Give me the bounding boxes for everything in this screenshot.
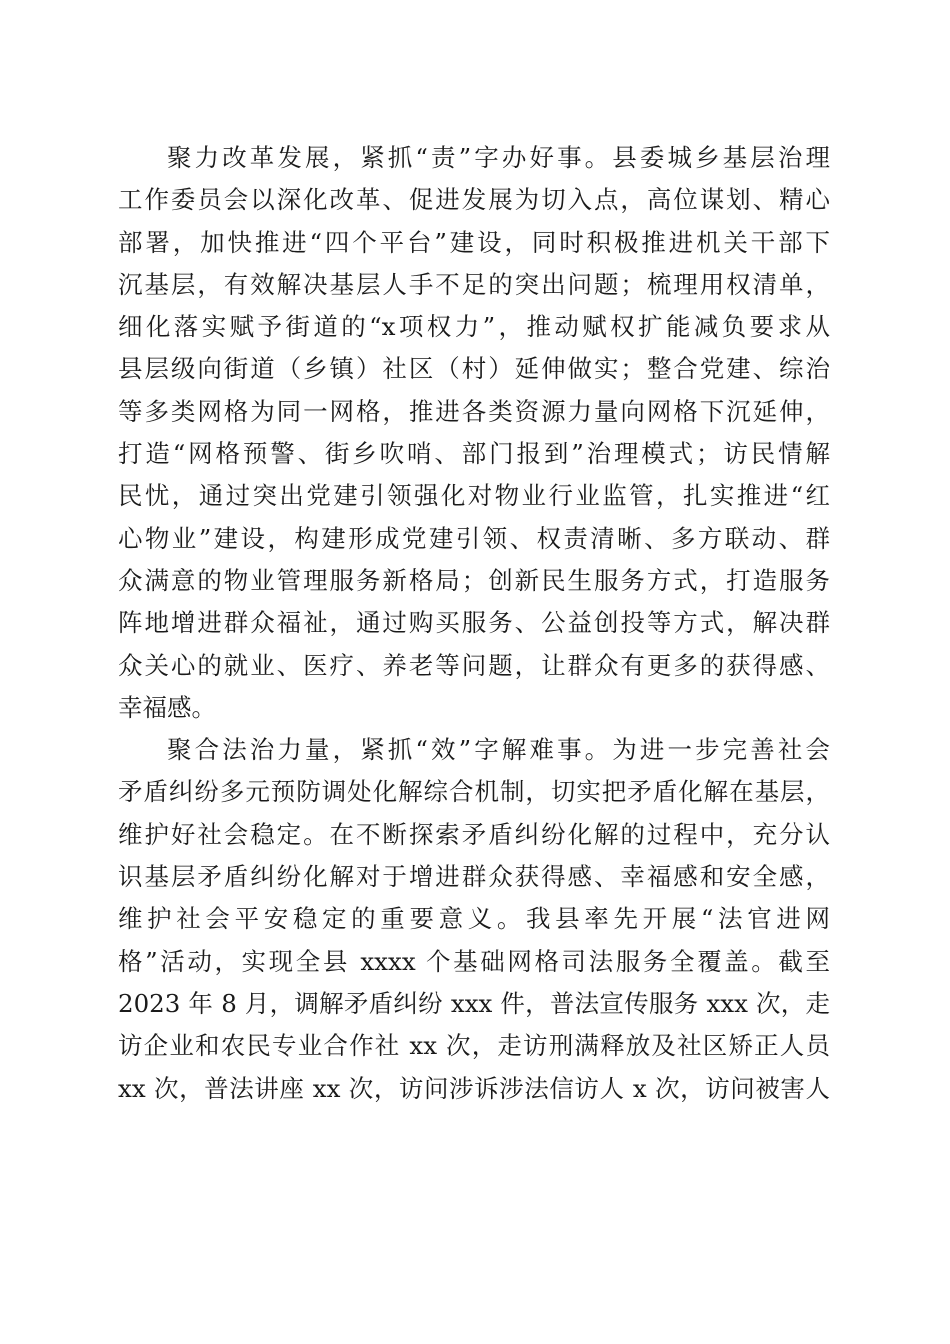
- paragraph-line: 县层级向街道（乡镇）社区（村）延伸做实；整合党建、综治: [118, 354, 830, 384]
- paragraph-line: 维护好社会稳定。在不断探索矛盾纠纷化解的过程中，充分认: [118, 819, 830, 849]
- paragraph-line: 等多类网格为同一网格，推进各类资源力量向网格下沉延伸，: [118, 396, 830, 426]
- paragraph-line: 民忧，通过突出党建引领强化对物业行业监管，扎实推进“红: [118, 481, 830, 511]
- paragraph-line: 识基层矛盾纠纷化解对于增进群众获得感、幸福感和安全感，: [118, 862, 830, 892]
- paragraph-line: 格”活动，实现全县 xxxx 个基础网格司法服务全覆盖。截至: [118, 946, 830, 976]
- paragraph-line: 矛盾纠纷多元预防调处化解综合机制，切实把矛盾化解在基层，: [118, 777, 830, 807]
- paragraph-line: 沉基层，有效解决基层人手不足的突出问题；梳理用权清单，: [118, 269, 830, 299]
- paragraph-line: 幸福感。: [118, 692, 216, 722]
- paragraph-line: xx 次，普法讲座 xx 次，访问涉诉涉法信访人 x 次，访问被害人: [118, 1073, 830, 1103]
- paragraph-line: 众满意的物业管理服务新格局；创新民生服务方式，打造服务: [118, 565, 830, 595]
- paragraph-line: 阵地增进群众福祉，通过购买服务、公益创投等方式，解决群: [118, 608, 830, 638]
- paragraph-line: 聚力改革发展，紧抓“责”字办好事。县委城乡基层治理: [167, 143, 830, 172]
- paragraph-line: 2023 年 8 月，调解矛盾纠纷 xxx 件，普法宣传服务 xxx 次，走: [118, 988, 830, 1018]
- paragraph-line: 工作委员会以深化改革、促进发展为切入点，高位谋划、精心: [118, 185, 830, 215]
- paragraph-1: [118, 137, 830, 729]
- paragraph-line: 聚合法治力量，紧抓“效”字解难事。为进一步完善社会: [167, 735, 830, 765]
- paragraph-2: [118, 729, 830, 1110]
- document-body: [118, 137, 830, 1110]
- paragraph-line: 细化落实赋予街道的“x项权力”，推动赋权扩能减负要求从: [118, 312, 830, 342]
- paragraph-line: 维护社会平安稳定的重要意义。我县率先开展“法官进网: [118, 904, 830, 934]
- paragraph-line: 部署，加快推进“四个平台”建设，同时积极推进机关干部下: [118, 227, 830, 257]
- paragraph-line: 心物业”建设，构建形成党建引领、权责清晰、多方联动、群: [118, 523, 830, 553]
- paragraph-line: 打造“网格预警、街乡吹哨、部门报到”治理模式；访民情解: [118, 439, 830, 469]
- paragraph-line: 众关心的就业、医疗、养老等问题，让群众有更多的获得感、: [118, 650, 830, 680]
- paragraph-line: 访企业和农民专业合作社 xx 次，走访刑满释放及社区矫正人员: [118, 1031, 830, 1061]
